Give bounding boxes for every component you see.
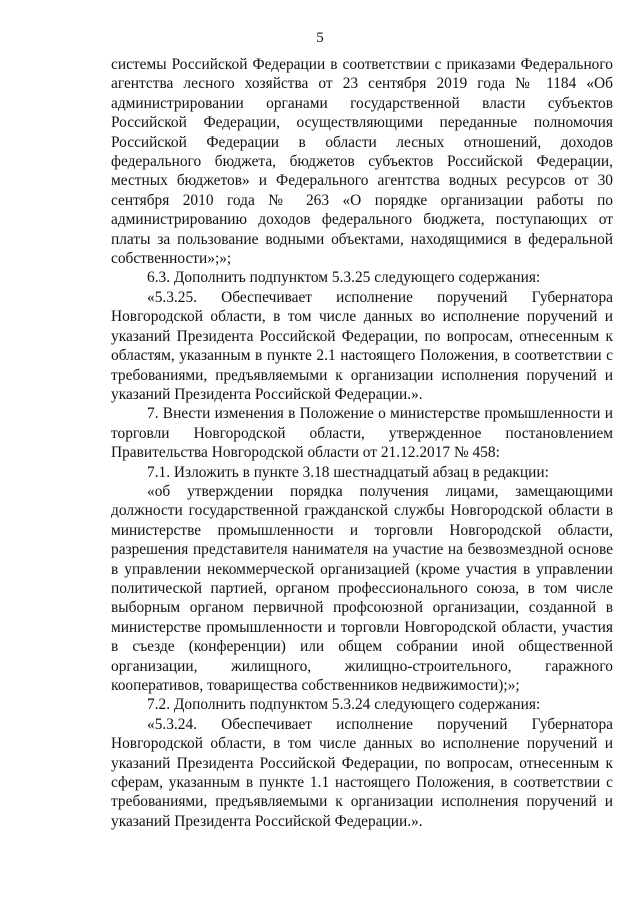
document-body — [111, 55, 613, 831]
paragraph-5-3-25: «5.3.25. Обеспечивает исполнение поручений Губернатора Новгородской области, в том числе данных во исполнение поручений и указаний Президента Российской Федерации, по вопросам, отнесенным к областям, указанным в пункте 2.1 настоящего Положения, в соответствии с требованиями, предъявляемыми к организации исполнения поручений и указаний Президента Российской Федерации.». — [111, 288, 613, 403]
page-number: 5 — [316, 30, 324, 46]
paragraph-7-2: 7.2. Дополнить подпунктом 5.3.24 следующего содержания: — [147, 696, 541, 714]
paragraph-6-3: 6.3. Дополнить подпунктом 5.3.25 следующего содержания: — [147, 269, 541, 287]
paragraph-7-1: 7.1. Изложить в пункте 3.18 шестнадцатый абзац в редакции: — [147, 463, 549, 481]
paragraph-7: 7. Внести изменения в Положение о министерстве промышленности и торговли Новгородской области, утвержденное постановлением Правительства Новгородской области от 21.12.2017 № 458: — [111, 405, 613, 462]
paragraph-continuation: системы Российской Федерации в соответствии с приказами Федерального агентства лесного хозяйства от 23 сентября 2019 года № 1184 «Об администрировании органами государственной власти субъектов Российской Федерации, осуществляющими переданные полномочия Российской Федерации в области лесных отношений, доходов федерального бюджета, бюджетов субъектов Российской Федерации, местных бюджетов» и Федерального агентства водных ресурсов от 30 сентября 2010 года № 263 «О порядке организации работы по администрированию доходов федерального бюджета, поступающих от платы за пользование водными объектами, находящимися в федеральной собственности»;»; — [111, 56, 613, 268]
paragraph-3-18-text: «об утверждении порядка получения лицами, замещающими должности государственной гражданской службы Новгородской области в министерстве промышленности и торговли Новгородской области, разрешения представителя нанимателя на участие на безвозмездной основе в управлении некоммерческой организацией (кроме участия в управлении политической партией, органом профессионального союза, в том числе выборным органом первичной профсоюзной организации, созданной в министерстве промышленности и торговли Новгородской области, участия в съезде (конференции) или общем собрании иной общественной организации, жилищного, жилищно-строительного, гаражного кооперативов, товарищества собственников недвижимости);»; — [111, 482, 613, 694]
paragraph-5-3-24: «5.3.24. Обеспечивает исполнение поручений Губернатора Новгородской области, в том числе данных во исполнение поручений и указаний Президента Российской Федерации, по вопросам, отнесенным к сферам, указанным в пункте 1.1 настоящего Положения, в соответствии с требованиями, предъявляемыми к организации исполнения поручений и указаний Президента Российской Федерации.». — [111, 715, 613, 830]
